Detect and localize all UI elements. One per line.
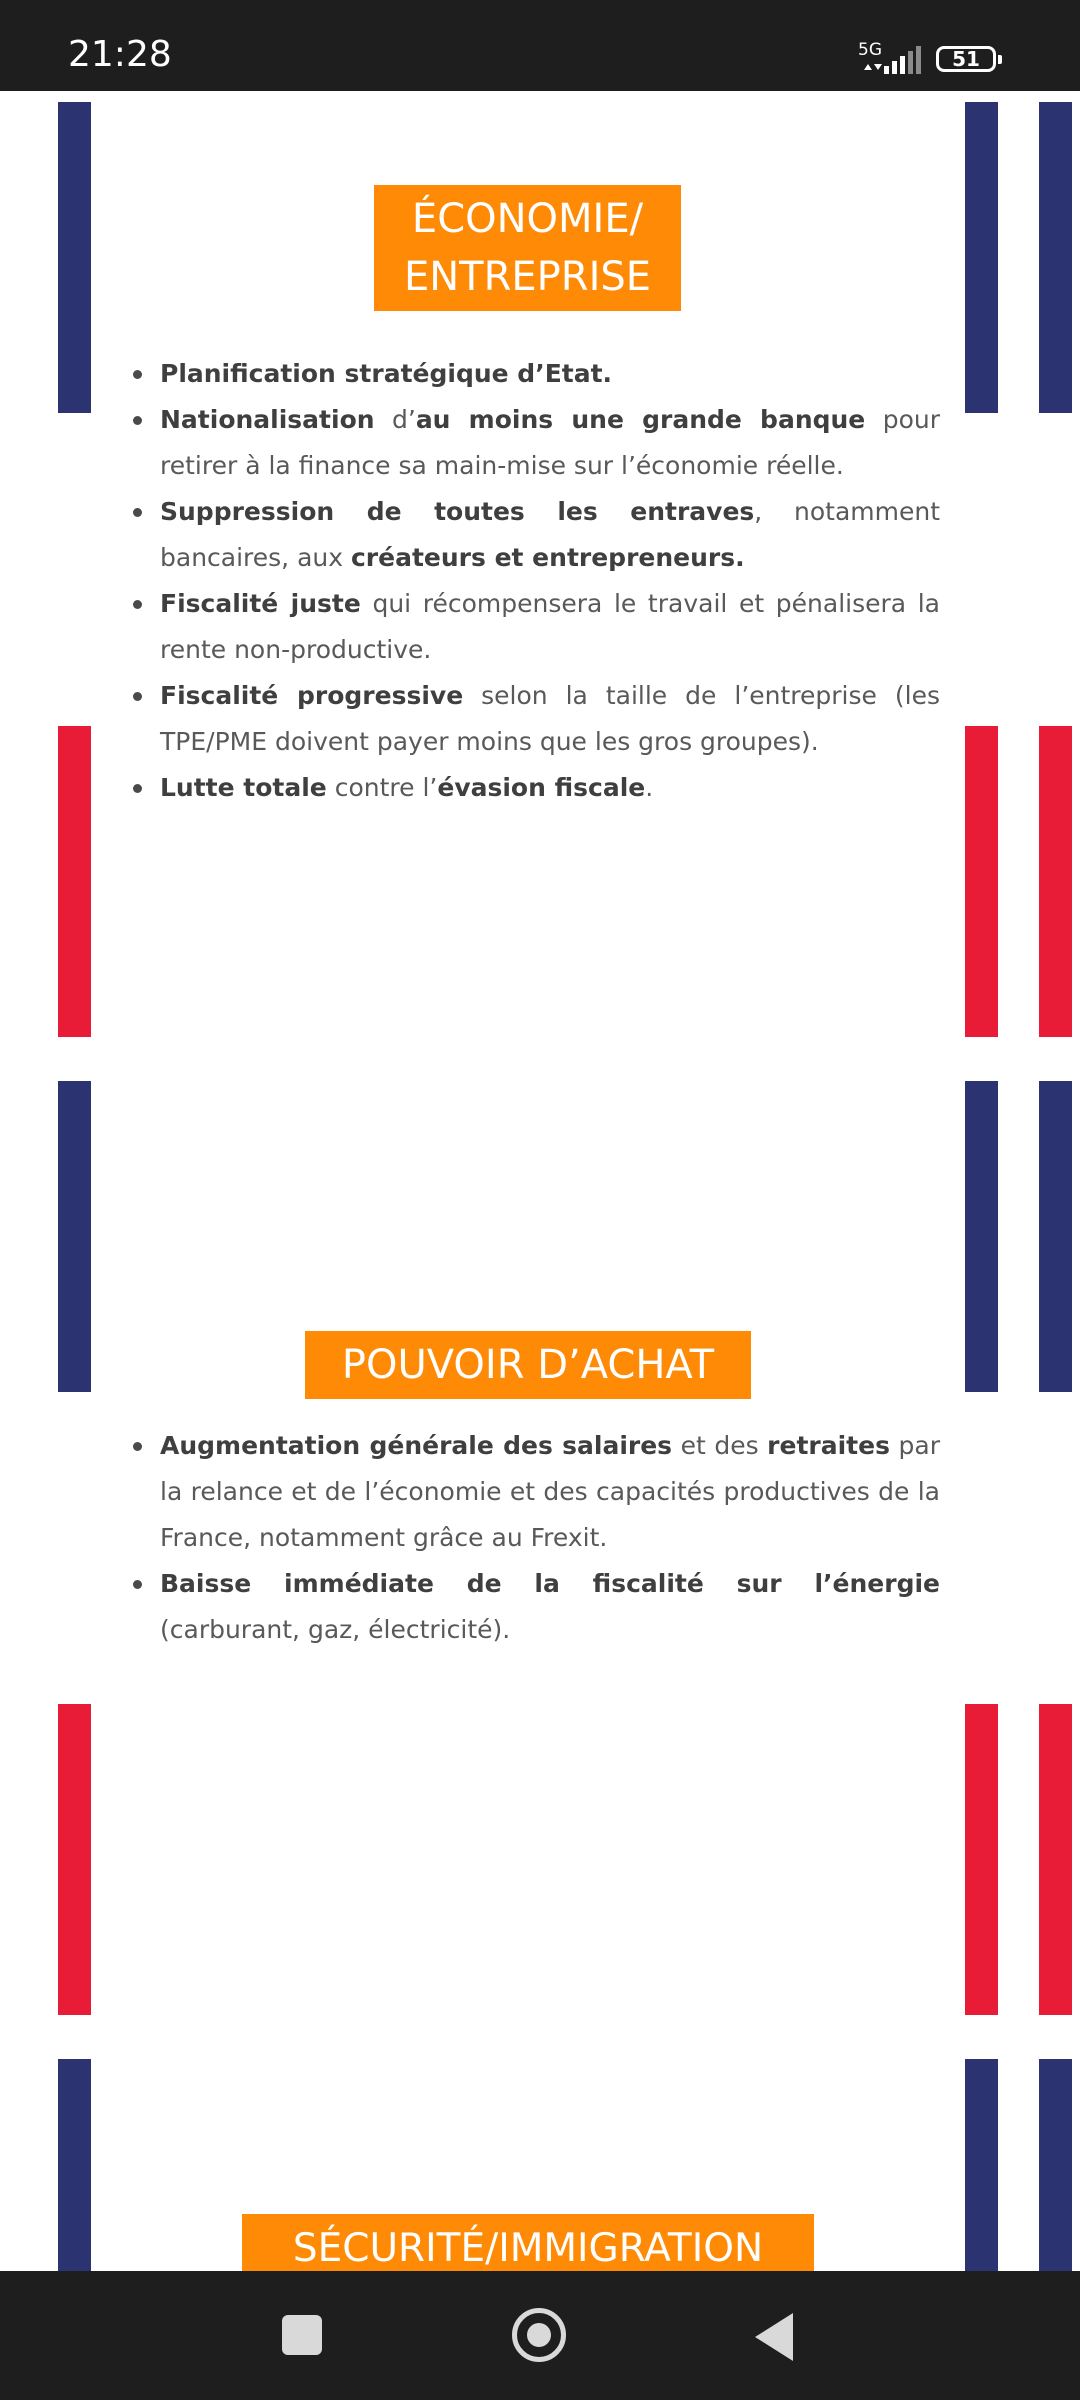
bullet-text: d’ [374,405,416,434]
bullet-text: par la relance et de l’économie et des capacités productives de la France, notamment grâce au Frexit. [160,1431,940,1552]
bullet-item [160,673,940,765]
flag-stripe-red [58,1704,91,2015]
section-title-pouvoir: POUVOIR D’ACHAT [305,1331,751,1399]
bullet-bold-text: Lutte totale [160,773,327,802]
bullet-bold-text: retraites [767,1431,890,1460]
bullet-item [160,397,940,489]
bullet-item [160,1561,940,1653]
flag-stripe-blue [58,102,91,413]
back-triangle-icon[interactable] [755,2313,793,2361]
bullet-text: pour retirer à la finance sa main-mise sur l’économie réelle. [160,405,940,480]
flag-stripe-blue [58,1081,91,1392]
bullet-bold-text: Baisse immédiate de la fiscalité sur l’énergie [160,1569,940,1598]
flag-stripe-red [1039,726,1072,1037]
bullet-bold-text: Nationalisation [160,405,375,434]
battery-level: 51 [952,47,980,71]
bullet-item [160,351,940,397]
flag-stripe-blue [1039,1081,1072,1392]
flag-stripe-blue [965,1081,998,1392]
home-circle-icon[interactable] [512,2308,566,2362]
flag-stripe-blue [1039,102,1072,413]
bullet-item [160,489,940,581]
flag-stripe-red [1039,1704,1072,2015]
bullet-text: selon la taille de l’entreprise (les TPE/PME doivent payer moins que les gros groupes). [160,681,940,756]
clock: 21:28 [68,34,172,75]
bullet-bold-text: Augmentation générale des salaires [160,1431,673,1460]
bullet-bold-text: créateurs et entrepreneurs. [350,543,745,572]
bullet-bold-text: Suppression de toutes les entraves [160,497,755,526]
navigation-bar [0,2271,1080,2400]
section-title-securite: SÉCURITÉ/IMMIGRATION [242,2214,814,2271]
bullet-text: qui récompensera le travail et pénalisera la rente non-productive. [160,589,940,664]
bullet-bold-text: au moins une grande banque [415,405,866,434]
section-title-line: ÉCONOMIE/ [411,196,644,242]
bullet-bold-text: Fiscalité juste [160,589,361,618]
bullet-item [160,581,940,673]
signal-icon [862,44,924,76]
flag-stripe-blue [58,2059,91,2271]
network-type-label: 5G [858,40,882,60]
flag-stripe-red [965,726,998,1037]
economie-bullet-list [160,351,940,811]
page-content[interactable] [0,91,1080,2271]
flag-stripe-red [965,1704,998,2015]
battery-icon [936,46,996,72]
section-title-line: ENTREPRISE [403,254,652,300]
bullet-text: et des [672,1431,768,1460]
bullet-item [160,765,940,811]
pouvoir-bullet-list [160,1423,940,1653]
flag-stripe-red [58,726,91,1037]
bullet-bold-text: Fiscalité progressive [160,681,464,710]
bullet-bold-text: Planification stratégique d’Etat. [160,359,613,388]
flag-stripe-blue [965,102,998,413]
flag-stripe-blue [965,2059,998,2271]
status-bar [0,0,1080,91]
bullet-text: . [645,773,654,802]
bullet-text: , notamment bancaires, aux [160,497,941,572]
bullet-bold-text: évasion fiscale [437,773,646,802]
bullet-item [160,1423,940,1561]
bullet-text: (carburant, gaz, électricité). [160,1615,511,1644]
bullet-text: contre l’ [326,773,438,802]
flag-stripe-blue [1039,2059,1072,2271]
square-icon[interactable] [282,2315,322,2355]
section-title-economie [374,185,681,311]
